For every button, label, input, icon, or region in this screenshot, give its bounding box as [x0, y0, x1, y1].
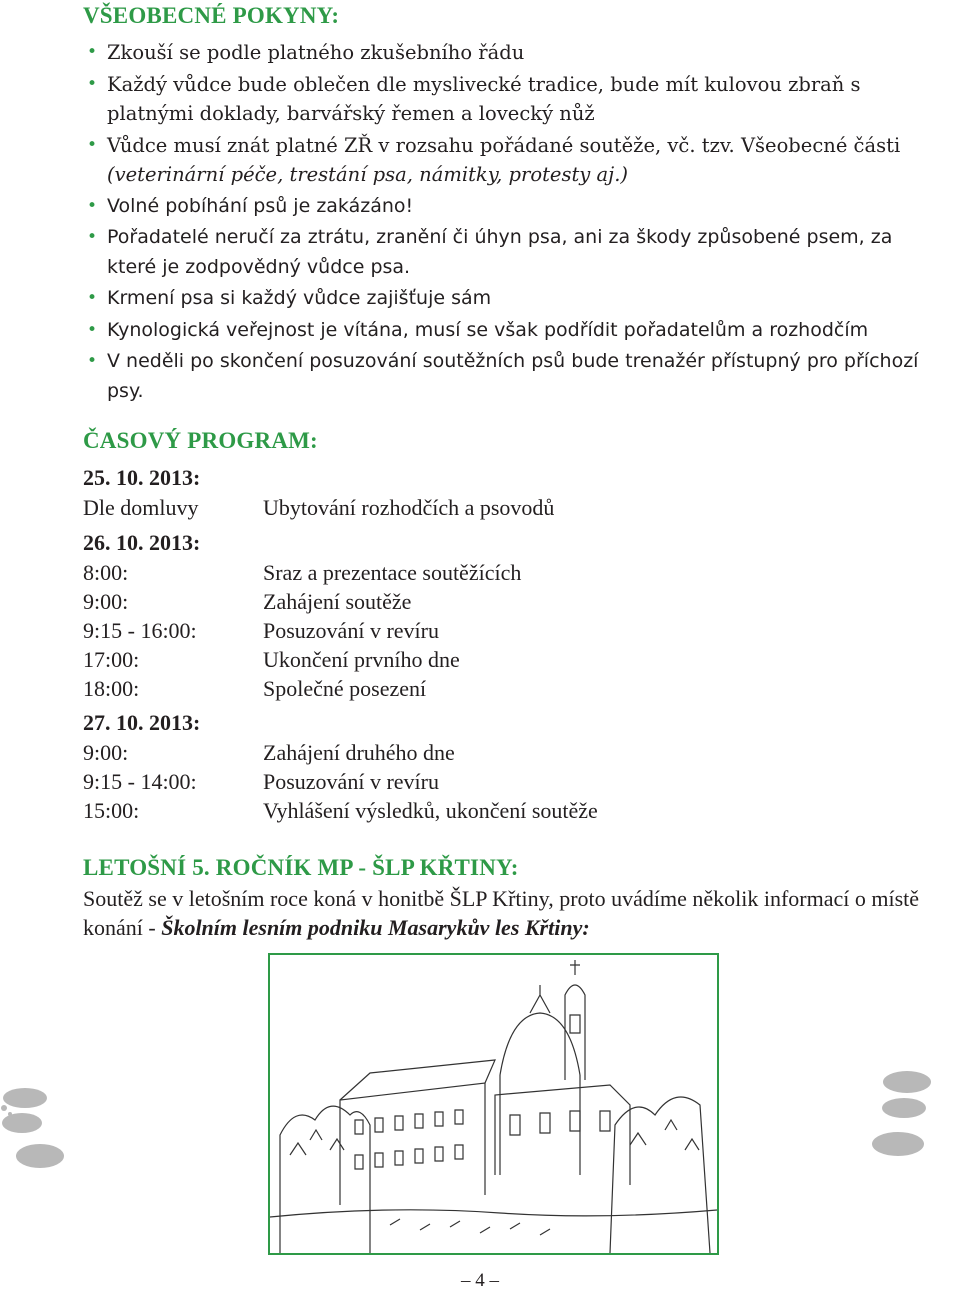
schedule-time: 17:00: — [83, 647, 140, 672]
schedule-date: 27. 10. 2013: — [83, 710, 201, 735]
schedule-time: 18:00: — [83, 676, 140, 701]
bullet-icon: • — [87, 351, 98, 371]
list-item: • Každý vůdce bude oblečen dle myslivecké tradice, bude mít kulovou zbraň s platnými doklady, barvářský řemen a lovecký nůž — [83, 70, 943, 129]
schedule-row — [83, 558, 783, 587]
schedule-row — [83, 493, 783, 522]
deer-track-icon — [862, 1064, 942, 1164]
bullet-icon: • — [87, 134, 98, 155]
intro-emphasis: Školním lesním podniku Masarykův les Křtiny: — [161, 915, 590, 940]
schedule-event: Zahájení soutěže — [263, 589, 412, 614]
schedule-event: Společné posezení — [263, 676, 427, 701]
schedule-event: Ubytování rozhodčích a psovodů — [263, 495, 555, 520]
bullet-icon: • — [87, 73, 98, 94]
schedule-row — [83, 645, 783, 674]
general-instructions-list — [83, 38, 943, 408]
bullet-icon: • — [87, 288, 98, 308]
schedule-event: Vyhlášení výsledků, ukončení soutěže — [263, 798, 598, 823]
schedule-time: 9:00: — [83, 740, 129, 765]
schedule-event: Posuzování v revíru — [263, 618, 439, 643]
schedule-time: 9:15 - 14:00: — [83, 769, 197, 794]
schedule-time: 9:00: — [83, 589, 129, 614]
intro-paragraph: Soutěž se v letošním roce koná v honitbě ŠLP Křtiny, proto uvádíme několik informací o místě konání - Školním lesním podniku Masarykův les Křtiny: — [83, 886, 920, 940]
church-sketch-drawing — [270, 955, 717, 1253]
schedule-time: 15:00: — [83, 798, 140, 823]
list-item: • V neděli po skončení posuzování soutěžních psů bude trenažér přístupný pro příchozí psy. — [83, 347, 943, 406]
schedule-row — [83, 587, 783, 616]
schedule-row — [83, 738, 783, 767]
schedule-day — [83, 708, 783, 825]
list-item: • Kynologická veřejnost je vítána, musí se však podřídit pořadatelům a rozhodčím — [83, 316, 943, 346]
schedule-row — [83, 796, 783, 825]
schedule-day — [83, 463, 783, 522]
church-sketch-illustration — [268, 953, 719, 1255]
schedule-event: Sraz a prezentace soutěžících — [263, 560, 522, 585]
schedule-date: 25. 10. 2013: — [83, 465, 201, 490]
schedule-time: 9:15 - 16:00: — [83, 618, 197, 643]
list-item: • Krmení psa si každý vůdce zajišťuje sám — [83, 284, 943, 314]
bullet-icon: • — [87, 42, 98, 62]
edition-heading: LETOŠNÍ 5. ROČNÍK MP - ŠLP KŘTINY: — [83, 855, 519, 880]
schedule-day — [83, 528, 783, 703]
bullet-icon: • — [87, 319, 98, 340]
list-item: • Zkouší se podle platného zkušebního řádu — [83, 38, 943, 68]
general-instructions-heading: VŠEOBECNÉ POKYNY: — [83, 3, 340, 28]
list-item: • Pořadatelé neručí za ztrátu, zranění či úhyn psa, ani za škody způsobené psem, za které je zodpovědný vůdce psa. — [83, 223, 943, 282]
list-item: • Vůdce musí znát platné ZŘ v rozsahu pořádané soutěže, vč. tzv. Všeobecné části (veterinární péče, trestání psa, námitky, protesty aj.) — [83, 131, 943, 190]
schedule-row — [83, 616, 783, 645]
schedule-time: Dle domluvy — [83, 495, 199, 520]
schedule-event: Posuzování v revíru — [263, 769, 439, 794]
schedule-event: Zahájení druhého dne — [263, 740, 455, 765]
page-number: – 4 – — [461, 1270, 499, 1291]
schedule-heading: ČASOVÝ PROGRAM: — [83, 428, 318, 453]
schedule-row — [83, 767, 783, 796]
schedule-row — [83, 674, 783, 703]
bullet-icon: • — [87, 195, 98, 216]
bullet-icon: • — [87, 227, 98, 247]
schedule-time: 8:00: — [83, 560, 129, 585]
list-item: • Volné pobíhání psů je zakázáno! — [83, 192, 943, 222]
schedule-date: 26. 10. 2013: — [83, 530, 201, 555]
deer-track-icon — [0, 1078, 70, 1178]
schedule-event: Ukončení prvního dne — [263, 647, 460, 672]
